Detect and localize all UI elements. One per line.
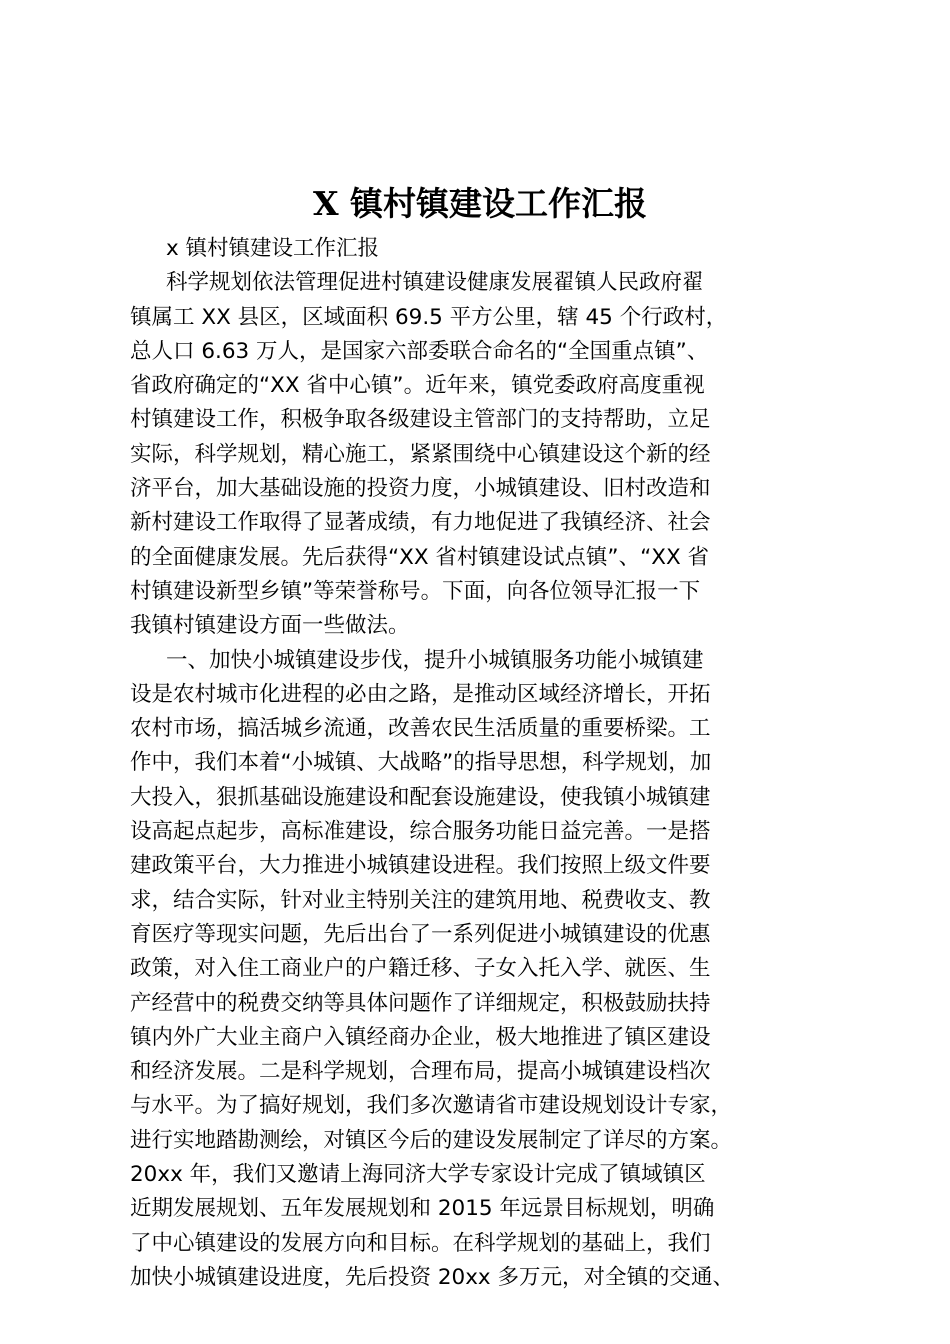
- body-line: x 镇村镇建设工作汇报: [166, 236, 380, 261]
- body-line: 作中，我们本着“小城镇、大战略”的指导思想，科学规划，加: [130, 750, 712, 776]
- body-line: 省政府确定的“XX 省中心镇”。近年来，镇党委政府高度重视: [130, 373, 705, 399]
- body-line: 大投入，狠抓基础设施建设和配套设施建设，使我镇小城镇建: [130, 784, 711, 810]
- body-line: 求，结合实际，针对业主特别关注的建筑用地、税费收支、教: [130, 887, 711, 913]
- body-line: 进行实地踏勘测绘，对镇区今后的建设发展制定了详尽的方案。: [130, 1127, 733, 1153]
- body-line: 设是农村城市化进程的必由之路，是推动区域经济增长，开拓: [130, 681, 711, 707]
- body-line: 加快小城镇建设进度，先后投资 20xx 多万元，对全镇的交通、: [130, 1264, 734, 1290]
- body-line: 科学规划依法管理促进村镇建设健康发展翟镇人民政府翟: [166, 270, 704, 296]
- body-line: 村镇建设工作，积极争取各级建设主管部门的支持帮助，立足: [130, 407, 711, 433]
- body-line: 建政策平台，大力推进小城镇建设进程。我们按照上级文件要: [130, 853, 711, 879]
- body-line: 镇内外广大业主商户入镇经商办企业，极大地推进了镇区建设: [130, 1024, 711, 1050]
- body-line: 我镇村镇建设方面一些做法。: [130, 613, 410, 639]
- body-line: 20xx 年，我们又邀请上海同济大学专家设计完成了镇域镇区: [130, 1162, 706, 1188]
- body-line: 和经济发展。二是科学规划，合理布局，提高小城镇建设档次: [130, 1059, 711, 1085]
- body-line: 的全面健康发展。先后获得“XX 省村镇建设试点镇”、“XX 省: [130, 544, 710, 570]
- body-line: 新村建设工作取得了显著成绩，有力地促进了我镇经济、社会: [130, 510, 711, 536]
- body-line: 总人口 6.63 万人，是国家六部委联合命名的“全国重点镇”、: [130, 338, 709, 364]
- body-line: 育医疗等现实问题，先后出台了一系列促进小城镇建设的优惠: [130, 921, 711, 947]
- document-body: [130, 232, 850, 1295]
- body-line: 了中心镇建设的发展方向和目标。在科学规划的基础上，我们: [130, 1230, 711, 1256]
- document-title: X 镇村镇建设工作汇报: [312, 184, 648, 223]
- body-line: 农村市场，搞活城乡流通，改善农民生活质量的重要桥梁。工: [130, 716, 711, 742]
- body-line: 近期发展规划、五年发展规划和 2015 年远景目标规划，明确: [130, 1196, 715, 1222]
- body-line: 镇属工 XX 县区，区域面积 69.5 平方公里，辖 45 个行政村，: [130, 304, 728, 330]
- body-line: 济平台，加大基础设施的投资力度，小城镇建设、旧村改造和: [130, 476, 711, 502]
- body-line: 产经营中的税费交纳等具体问题作了详细规定，积极鼓励扶持: [130, 990, 711, 1016]
- body-line: 实际，科学规划，精心施工，紧紧围绕中心镇建设这个新的经: [130, 441, 711, 467]
- body-line: 一、加快小城镇建设步伐，提升小城镇服务功能小城镇建: [166, 647, 704, 673]
- body-line: 村镇建设新型乡镇”等荣誉称号。下面，向各位领导汇报一下: [130, 578, 701, 604]
- body-line: 设高起点起步，高标准建设，综合服务功能日益完善。一是搭: [130, 819, 711, 845]
- body-line: 与水平。为了搞好规划，我们多次邀请省市建设规划设计专家，: [130, 1093, 733, 1119]
- body-line: 政策，对入住工商业户的户籍迁移、子女入托入学、就医、生: [130, 956, 711, 982]
